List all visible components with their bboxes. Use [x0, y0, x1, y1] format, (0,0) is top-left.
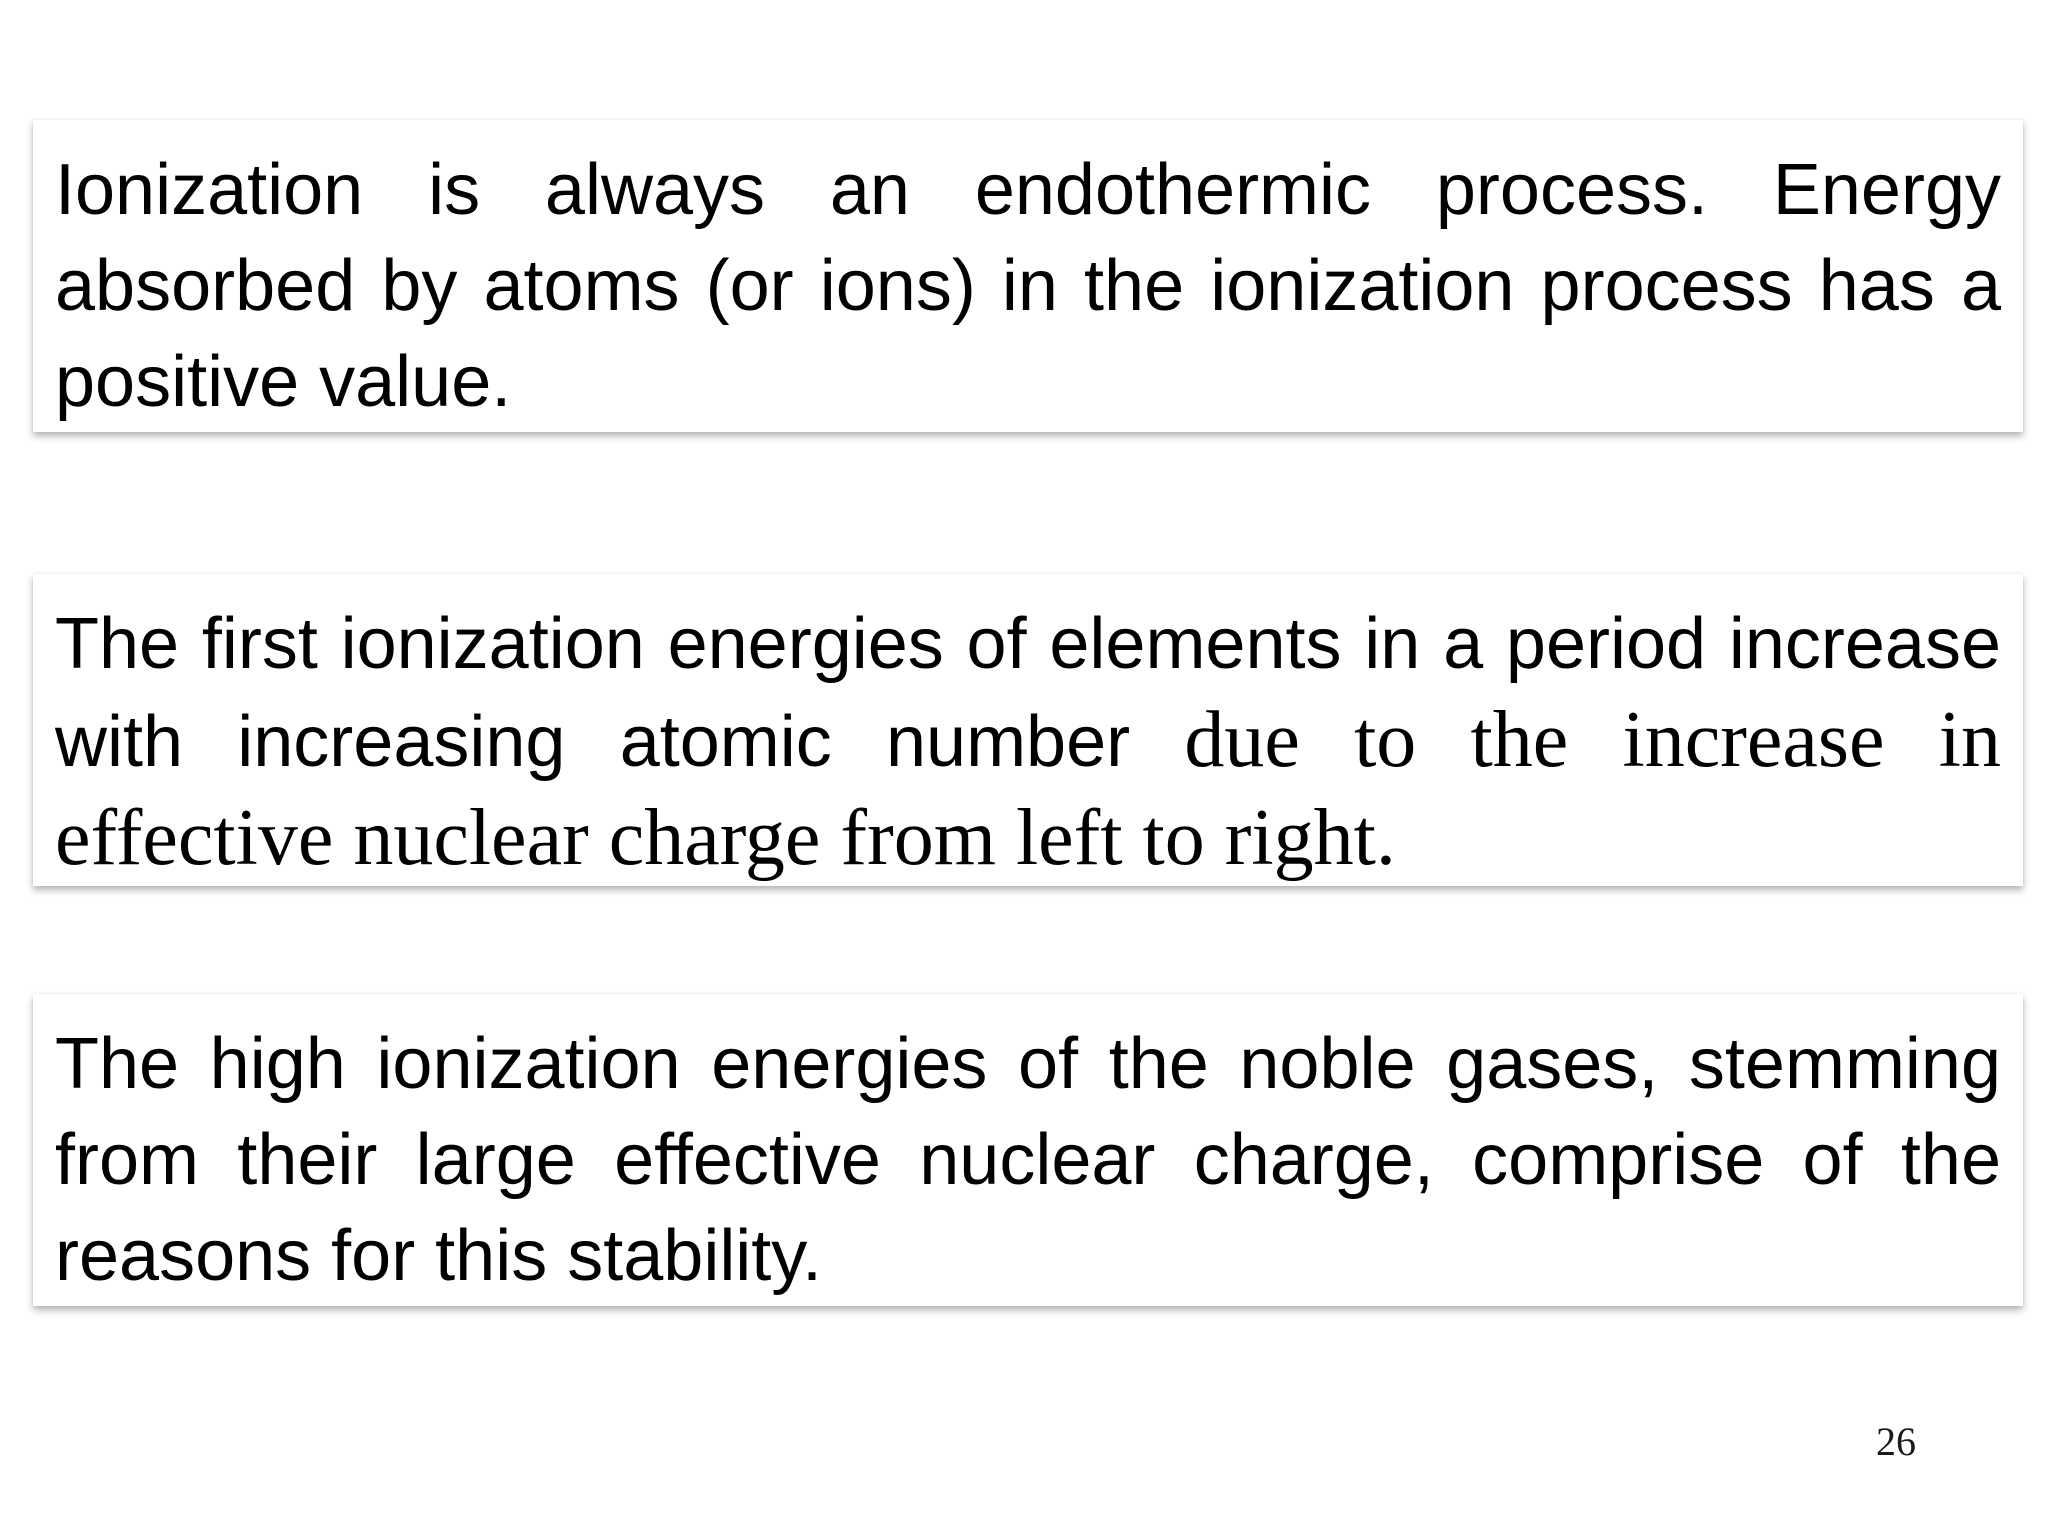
- paragraph-noble-gases-text: The high ionization energies of the noble gases, stemming from their large effective nuclear charge, comprise of the reasons for this stability.: [55, 1024, 2001, 1296]
- paragraph-noble-gases: [55, 994, 2001, 1304]
- paragraph-endothermic-text: Ionization is always an endothermic process. Energy absorbed by atoms (or ions) in the ionization process has a positive value.: [55, 150, 2001, 422]
- page-number: 26: [1876, 1419, 1916, 1464]
- text-box-first-ionization: [33, 574, 2023, 886]
- paragraph-first-ionization-sans-text: The first ionization energies of elements in a period increase with increasing atomic number: [55, 604, 2001, 782]
- paragraph-first-ionization-serif-text: due to the increase in effective nuclear charge from left to right.: [55, 696, 2001, 882]
- text-box-noble-gases: [33, 994, 2023, 1306]
- text-box-endothermic: [33, 120, 2023, 432]
- paragraph-first-ionization: [55, 574, 2001, 888]
- paragraph-endothermic: [55, 120, 2001, 430]
